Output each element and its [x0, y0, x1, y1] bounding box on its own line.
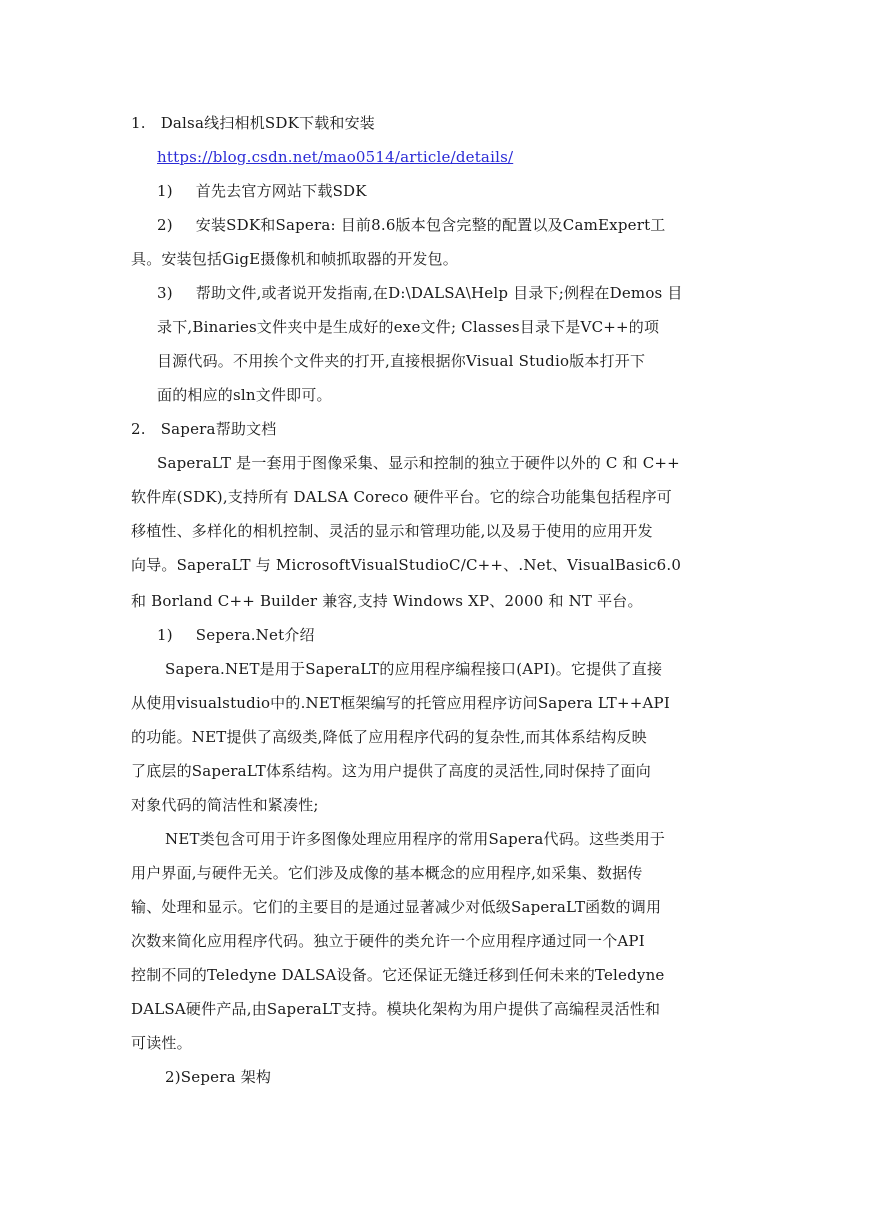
section2-heading-text: Sapera帮助文档: [160, 420, 277, 438]
section1-item2-line1: [157, 215, 666, 235]
intro-line: 和 Borland C++ Builder 兼容,支持 Windows XP、2000 和 NT 平台。: [131, 592, 643, 610]
item2-text-line1: 安装SDK和Sapera: 目前8.6版本包含完整的配置以及CamExpert工: [195, 216, 666, 234]
para2-line: 用户界面,与硬件无关。它们涉及成像的基本概念的应用程序,如采集、数据传: [131, 864, 643, 882]
subsection1-title: Sepera.Net介绍: [195, 626, 315, 644]
para2-line: DALSA硬件产品,由SaperaLT支持。模块化架构为用户提供了高编程灵活性和: [131, 1000, 661, 1018]
para2-line: 可读性。: [131, 1034, 192, 1052]
para1-line: 对象代码的简洁性和紧凑性;: [131, 796, 319, 814]
para2-line: 次数来简化应用程序代码。独立于硬件的类允许一个应用程序通过同一个API: [131, 932, 645, 950]
item1-text: 首先去官方网站下载SDK: [195, 182, 367, 200]
para1-line: 的功能。NET提供了高级类,降低了应用程序代码的复杂性,而其体系结构反映: [131, 728, 647, 746]
section2-heading-number: 2.: [131, 420, 146, 438]
subsection1-heading: [157, 625, 315, 645]
section1-heading: [131, 113, 375, 133]
intro-line: SaperaLT 是一套用于图像采集、显示和控制的独立于硬件以外的 C 和 C++: [157, 454, 680, 472]
intro-line: 移植性、多样化的相机控制、灵活的显示和管理功能,以及易于使用的应用开发: [131, 522, 653, 540]
item2-number: 2): [157, 216, 173, 234]
item2-text-line2: 具。安装包括GigE摄像机和帧抓取器的开发包。: [131, 250, 458, 268]
para2-line: 控制不同的Teledyne DALSA设备。它还保证无缝迁移到任何未来的Teledyne: [131, 966, 665, 984]
para1-line: Sapera.NET是用于SaperaLT的应用程序编程接口(API)。它提供了直接: [165, 660, 663, 678]
section2-heading: [131, 419, 277, 439]
intro-line: 向导。SaperaLT 与 MicrosoftVisualStudioC/C++、.Net、VisualBasic6.0: [131, 556, 682, 574]
section1-heading-text: Dalsa线扫相机SDK下载和安装: [160, 114, 376, 132]
item3-number: 3): [157, 284, 173, 302]
item3-text-line3: 目源代码。不用挨个文件夹的打开,直接根据你Visual Studio版本打开下: [157, 352, 646, 370]
section1-item3-line1: [157, 283, 683, 303]
para1-line: 了底层的SaperaLT体系结构。这为用户提供了高度的灵活性,同时保持了面向: [131, 762, 651, 780]
csdn-reference-link[interactable]: https://blog.csdn.net/mao0514/article/details/: [157, 148, 514, 166]
subsection2-heading: 2)Sepera 架构: [165, 1068, 272, 1086]
item3-text-line1: 帮助文件,或者说开发指南,在D:\DALSA\Help 目录下;例程在Demos 目: [195, 284, 683, 302]
item3-text-line4: 面的相应的sln文件即可。: [157, 386, 332, 404]
subsection1-number: 1): [157, 626, 173, 644]
para2-line: NET类包含可用于许多图像处理应用程序的常用Sapera代码。这些类用于: [165, 830, 666, 848]
para1-line: 从使用visualstudio中的.NET框架编写的托管应用程序访问Sapera LT++API: [131, 694, 670, 712]
item1-number: 1): [157, 182, 173, 200]
section1-heading-number: 1.: [131, 114, 146, 132]
reference-link-line: [157, 147, 513, 167]
item3-text-line2: 录下,Binaries文件夹中是生成好的exe文件; Classes目录下是VC++的项: [157, 318, 660, 336]
section1-item1: [157, 181, 367, 201]
para2-line: 输、处理和显示。它们的主要目的是通过显著减少对低级SaperaLT函数的调用: [131, 898, 662, 916]
intro-line: 软件库(SDK),支持所有 DALSA Coreco 硬件平台。它的综合功能集包括程序可: [131, 488, 673, 506]
